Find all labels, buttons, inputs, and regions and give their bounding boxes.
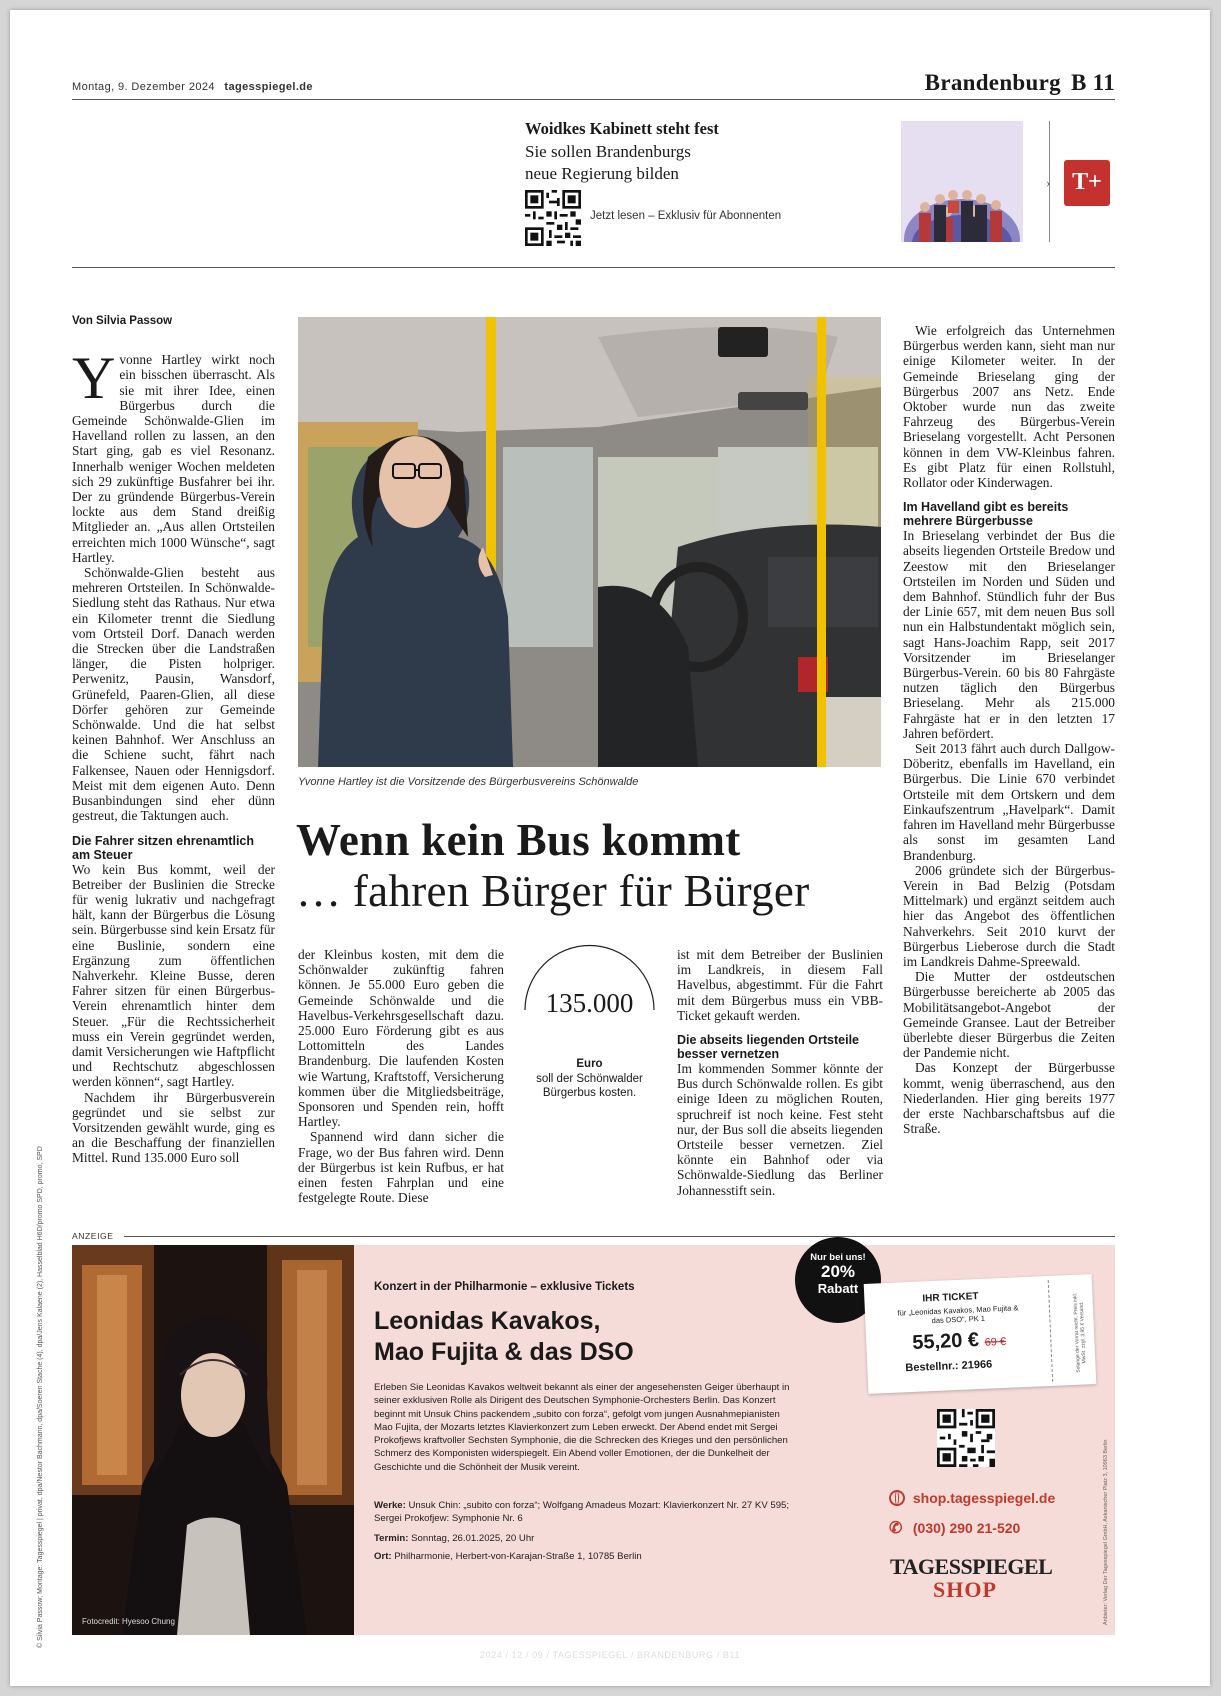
shop-link[interactable] [889,1490,1055,1506]
phone-link[interactable] [889,1518,1020,1538]
ad-works [374,1499,798,1526]
subheading: Die Fahrer sitzen ehrenamtlich am Steuer [72,833,255,862]
paragraph: vonne Hartley wirkt noch ein bisschen überrascht. Als sie mit ihrer Idee, einen Bürgerbus durch die Gemeinde Schönwalde-Glien im Havelland rollen zu lassen, an den Start ging, gab es viel Resonanz. Innerhalb weniger Wochen meldeten sich 29 zukünftige Busfahrer bei ihr. Der zu gründende Bürgerbus-Verein lockte aus dem Stand dreißig Mitglieder an. „Aus allen Ortsteilen erreichten mich 1000 Wünsche“, sagt Hartley. [72,352,275,565]
ticket-for: für „Leonidas Kavakos, Mao Fujita & das DSO“, PK 1 [897,1303,1019,1326]
headline-continued [296,866,809,916]
ticket-perforation [1048,1280,1053,1382]
paragraph: Die Mutter der ostdeutschen Bürgerbusse bereicherte ab 2005 das Mobilitätsangebot-Angebot der Gemeinde Gransee. Laut der Betreiber überlebte dieser Bürgerbus die Zeiten der Pandemie nicht. [903,969,1115,1061]
issue-date [72,81,313,93]
brand-shop: SHOP [933,1577,997,1602]
teaser-cta[interactable]: Jetzt lesen – Exklusiv für Abonnenten [590,210,782,222]
drop-cap: Y [72,345,116,412]
chevron-right-icon[interactable]: › [1046,175,1051,190]
header-rule [72,99,1115,100]
tplus-badge[interactable]: T+ [1064,160,1110,206]
discount-label: Rabatt [817,1281,859,1296]
ad-title-line-2[interactable]: Mao Fujita & das DSO [374,1338,634,1366]
discount-value: 20% [820,1262,856,1281]
article-column-3 [677,947,883,1198]
teaser-qr-code[interactable] [525,190,581,246]
section-header [925,70,1115,96]
teaser-subtitle-2: neue Regierung bilden [525,164,679,183]
paragraph: Das Konzept der Bürgerbusse kommt, wenig überraschend, aus den Niederlanden. Hier ging bereits 1977 der erste Nachbarschaftsbus auf die Straße. [903,1060,1115,1137]
article-column-2 [298,947,504,1205]
subheading: Im Havelland gibt es bereits mehrere Bürgerbusse [903,500,1069,529]
globe-icon [889,1490,905,1506]
ad-date [374,1533,534,1544]
order-number [905,1359,992,1375]
paragraph: 2006 gründete sich der Bürgerbus-Verein in Bad Belzig (Potsdam Mittelmark) und ergänzt seitdem auch hier das Angebot des öffentlichen Nahverkehrs. Seit 2010 kurvt der Bürgerbus Lieberose durch die Stadt im Landkreis Dahme-Spreewald. [903,862,1115,969]
ticket-stub: Solange der Vorrat reicht. Preis inkl. MwSt. zzgl. 3,95 € Versand. [1072,1292,1088,1373]
teaser-title[interactable]: Woidkes Kabinett steht fest [525,119,719,138]
newspaper-page [10,10,1210,1686]
ticket-title: IHR TICKET [922,1291,979,1305]
shop-url[interactable]: shop.tagesspiegel.de [912,1490,1056,1506]
paragraph: In Brieselang verbindet der Bus die abseits liegenden Ortsteile Bredow und Zeestow mit den Brieselanger Ortsteilen im Norden und Süden und dem Bahnhof. Stündlich fuhr der Bus der Linie 657, mit dem neuen Bus soll nun ein Halbstundentakt möglich sein, sagt Hans-Joachim Rapp, seit 2017 Vorsitzender im Brieselanger Bürgerbus-Verein. 60 bis 80 Fahrgäste nutzen täglich den Bürgerbus Brieselang. Mehr als 215.000 Fahrgäste hat er in den letzten 17 Jahren befördert. [903,528,1115,741]
ad-body: Erleben Sie Leonidas Kavakos weltweit bekannt als einer der angesehensten Geiger überhaupt in seiner exklusiven Rolle als Dirigent des Deutschen Symphonie-Orchesters Berlin. Das Konzert beginnt mit Unsuk Chins packendem „subito con forza“, gefolgt vom jungen Ausnahmepianisten Mao Fujita, der Mozarts letztes Klavierkonzert zum Leben erweckt. Der Abend endet mit Sergei Prokofjews kraftvoller Sechsten Symphonie, die die Schrecken des Krieges und den persönlichen Schmerz des Komponisten widerspiegelt. Ein Abend voller Emotionen, der die Dunkelheit der Geschichte und die Schönheit der Musik vereint. [374,1382,790,1473]
ad-label: ANZEIGE [72,1231,114,1241]
ad-legal: Anbieter: Verlag Der Tagesspiegel GmbH, Askanischer Platz 3, 10963 Berlin [1103,1439,1109,1625]
bus-interior-photo [298,317,881,767]
cabinet-photo [901,121,1023,242]
shop-logo[interactable] [890,1554,1053,1602]
paragraph: der Kleinbus kosten, mit dem die Schönwalder zukünftig fahren können. Je 55.000 Euro geben die Gemeinde Schönwalde und die Havelbus-Verkehrsgesellschaft dazu. 25.000 Euro Förderung gibt es aus Lottomitteln des Landes Brandenburg. Die laufenden Kosten wie Wartung, Kraftstoff, Versicherung kommen über die Mitgliedsbeiträge, Sponsoren und Spenden rein, hofft Hartley. [298,947,504,1130]
ad-date-label: Termin: [374,1533,409,1544]
stat-desc-line: soll der Schönwalder [536,1072,643,1085]
violinist-photo [72,1245,354,1635]
teaser[interactable] [525,119,719,185]
paragraph: Wie erfolgreich das Unternehmen Bürgerbus werden kann, sieht man nur einige Kilometer weiter. In der Gemeinde Brieselang ging der Bürgerbus 2007 ans Netz. Ende Oktober wurde nun das zweite Fahrzeug des Bürgerbus-Verein Brieselang vorgestellt. Acht Personen können in dem VW-Kleinbus fahren. Es gibt Platz für einen Rollstuhl, Rollator oder Kinderwagen. [903,323,1115,491]
price-value: 55,20 € [911,1329,980,1354]
paragraph: ist mit dem Betreiber der Buslinien im Landkreis, in diesem Fall Havelbus, abgestimmt. Für die Fahrt mit dem Bürgerbus muss ein VBB-Ticket gekauft werden. [677,947,883,1023]
author-byline: Von Silvia Passow [72,315,173,327]
stat-desc-line: Bürgerbus kosten. [542,1087,637,1099]
ad-rule [124,1236,1115,1237]
page-number: B 11 [1070,70,1115,95]
headline [296,815,741,865]
article-column-1 [72,314,275,1166]
ad-photo-credit: Fotocredit: Hyesoo Chung [82,1617,175,1626]
teaser-subtitle: Sie sollen Brandenburgs [525,142,691,161]
ad-venue-text: Philharmonie, Herbert-von-Karajan-Straße 1, 10785 Berlin [394,1551,642,1562]
paragraph: Im kommenden Sommer könnte der Bus durch Schönwalde rollen. Es gibt einige Ideen zu möglichen Routen, spruchreif ist noch keine. Fest steht nur, der Bus soll die abseits liegenden Ortsteile besser vernetzen. Ziel könnte ein Bahnhof oder via Schönwalde-Siedlung das Berliner Johannesstift sein. [677,1061,883,1198]
ad-works-label: Werke: [374,1500,406,1511]
paragraph: Nachdem ihr Bürgerbusverein gegründet und sie selbst zur Vorsitzenden gewählt wurde, ging es an die Beschaffung der finanziellen Mittel. Rund 135.000 Euro soll [72,1089,275,1166]
paragraph: Seit 2013 fährt auch durch Dallgow-Döberitz, ebenfalls im Havelland, ein Bürgerbus. Die Linie 670 verbindet Ortsteile mit dem Ortskern und dem Einkaufszentrum „Havelpark“. Damit fahren im Havelland mehr Bürgerbusse als sonst im gesamten Land Brandenburg. [903,741,1115,863]
stat-value: 135.000 [545,988,634,1018]
phone-icon: ✆ [889,1520,903,1537]
paragraph: Schönwalde-Glien besteht aus mehreren Ortsteilen. In Schönwalde-Siedlung steht das Rathaus. Nur etwa ein Kilometer trennt die Siedlung vom Ortsteil Dorf. Danach werden die Strecken über die Landstraßen länger, die Pisten holpriger. Perwenitz, Pausin, Wansdorf, Grünefeld, Paaren-Glien, all diese Dörfer gehören zur Gemeinde Schönwalde. Und die hat selbst keinen Bahnhof. Wer Anschluss an die Schiene sucht, fährt nach Falkensee, Nauen oder Hennigsdorf. Meist mit dem eigenen Auto. Denn Busanbindungen sind eher dünn gestreut, die Taktungen auch. [72,565,275,824]
teaser-rule [72,267,1115,268]
subheading: Die abseits liegenden Ortsteile besser vernetzen [677,1033,860,1062]
ad-venue-label: Ort: [374,1551,392,1562]
photo-credits: © Silvia Passow; Montage: Tagesspiegel | privat, dpa/Nestor Bachmann, dpa/Soeren Stache (4), dpa/Jens Kalaene (2), Hasselblad H6D/promo SPD, promo, SPD [37,1146,44,1648]
ad-venue [374,1551,642,1562]
ad-title[interactable] [374,1306,634,1368]
ad-date-text: Sonntag, 26.01.2025, 20 Uhr [411,1533,535,1544]
article-column-4 [903,323,1115,1136]
footer-imprint: 2024 / 12 / 09 / TAGESSPIEGEL / BRANDENBURG / B11 [479,1650,741,1660]
old-price: 69 € [984,1335,1007,1349]
stat-description [518,1057,661,1101]
site-name[interactable]: tagesspiegel.de [224,81,313,93]
brand-name: TAGESSPIEGEL [890,1554,1053,1579]
photo-caption: Yvonne Hartley ist die Vorsitzende des Bürgerbusvereins Schönwalde [298,776,639,788]
headline-line-2: … fahren Bürger für Bürger [296,866,810,916]
discount-note: Nur bei uns! [810,1252,866,1263]
section-title: Brandenburg [924,70,1061,95]
ticket-price [912,1328,1007,1355]
date-text: Montag, 9. Dezember 2024 [72,81,215,93]
order-label: Bestellnr.: [905,1359,959,1375]
ad-kicker: Konzert in der Philharmonie – exklusive Tickets [374,1281,635,1293]
phone-number[interactable]: (030) 290 21-520 [912,1520,1021,1536]
ticket-card[interactable] [864,1274,1097,1394]
paragraph: Spannend wird dann sicher die Frage, wo der Bus fahren wird. Denn der Bürgerbus ist kein Rufbus, er hat einen festen Fahrplan und eine festgelegte Route. Diese [298,1129,504,1206]
stat-unit: Euro [576,1058,603,1070]
order-value: 21966 [961,1358,993,1372]
paragraph: Wo kein Bus kommt, weil der Betreiber der Buslinien die Strecke für wenig lukrativ und nachgefragt hält, kann der Bürgerbus die Lösung sein. Bürgerbusse sind kein Ersatz für eine Buslinie, sondern eine Ergänzung zum öffentlichen Nahverkehr. Kleine Busse, deren Fahrer sitzen für einen Bürgerbus-Verein ehrenamtlich hinter dem Steuer. „Für die Rechtssicherheit muss ein Verein gegründet werden, damit Versicherungen wie Haftpflicht und Rechtschutz abgeschlossen werden können“, sagt Hartley. [72,861,275,1090]
ad-title-line-1[interactable]: Leonidas Kavakos, [374,1307,601,1335]
ad-works-text: Unsuk Chin: „subito con forza“; Wolfgang Amadeus Mozart: Klavierkonzert Nr. 27 KV 595; Sergei Prokofjew: Symphonie Nr. 6 [374,1500,790,1525]
shop-qr-code[interactable] [937,1409,995,1467]
headline-line-1: Wenn kein Bus kommt [296,815,741,865]
